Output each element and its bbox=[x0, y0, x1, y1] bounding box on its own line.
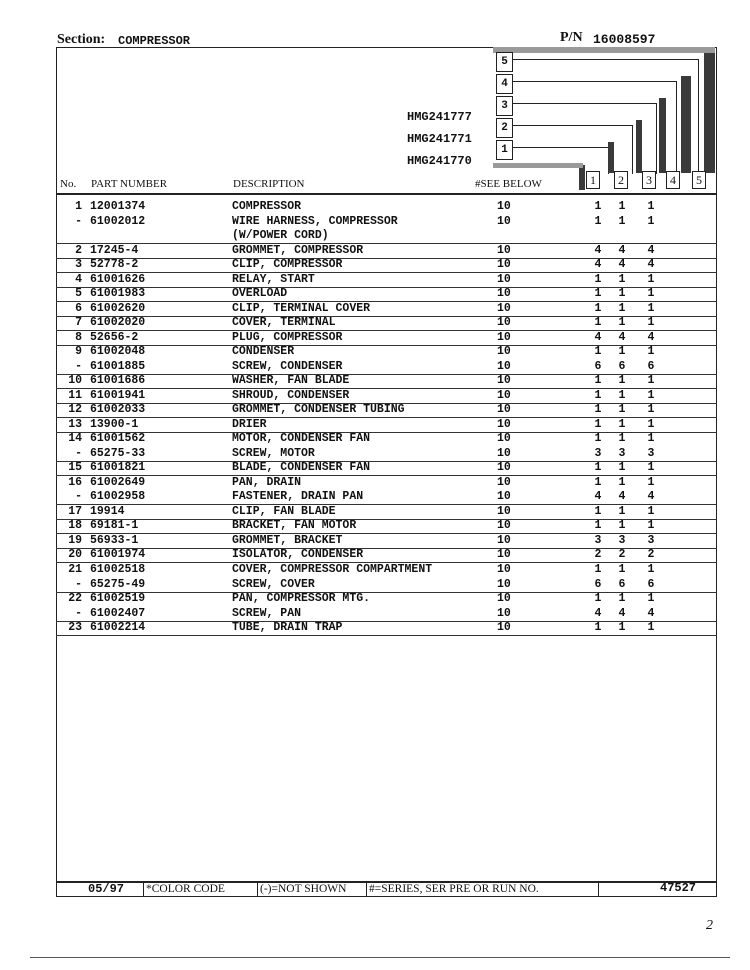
quantity-col-3: 1 bbox=[647, 200, 655, 213]
column-number-3: 3 bbox=[642, 171, 656, 189]
quantity-col-3: 4 bbox=[647, 258, 655, 272]
table-row bbox=[56, 548, 717, 563]
quantity-col-2: 1 bbox=[618, 214, 626, 228]
quantity-col-3: 1 bbox=[647, 214, 655, 228]
quantity-col-2: 1 bbox=[618, 403, 626, 417]
item-number: 23 bbox=[68, 621, 82, 635]
part-description: SCREW, PAN bbox=[232, 606, 302, 620]
part-description: CLIP, FAN BLADE bbox=[232, 504, 336, 518]
item-number: 15 bbox=[68, 461, 82, 475]
part-number: 61002048 bbox=[90, 345, 146, 359]
quantity-col-3: 1 bbox=[647, 345, 655, 359]
part-description: TUBE, DRAIN TRAP bbox=[232, 621, 343, 635]
quantity-col-1: 1 bbox=[594, 563, 602, 576]
model-box-1: 1 bbox=[496, 140, 513, 160]
series-code: 10 bbox=[497, 403, 511, 417]
model-hmg241771: HMG241771 bbox=[407, 132, 472, 146]
quantity-col-1: 4 bbox=[594, 490, 602, 504]
quantity-col-3: 1 bbox=[647, 272, 655, 286]
column-number-1: 1 bbox=[586, 171, 600, 189]
quantity-col-2: 6 bbox=[618, 577, 626, 591]
column-number-5: 5 bbox=[692, 171, 706, 189]
part-number: 61002033 bbox=[90, 403, 146, 417]
part-number: 65275-49 bbox=[90, 577, 146, 591]
item-number: 21 bbox=[68, 563, 82, 576]
quantity-col-3: 1 bbox=[647, 403, 655, 417]
quantity-col-2: 2 bbox=[618, 548, 626, 562]
table-row bbox=[56, 302, 717, 317]
table-row bbox=[56, 273, 717, 288]
series-code: 10 bbox=[497, 446, 511, 460]
quantity-col-3: 3 bbox=[647, 533, 655, 547]
quantity-col-2: 1 bbox=[618, 200, 626, 213]
part-description: (W/POWER CORD) bbox=[232, 229, 329, 243]
quantity-col-2: 1 bbox=[618, 345, 626, 359]
quantity-col-1: 1 bbox=[594, 592, 602, 606]
table-row bbox=[56, 215, 717, 229]
part-description: COVER, TERMINAL bbox=[232, 316, 336, 330]
quantity-col-2: 6 bbox=[618, 359, 626, 373]
quantity-col-2: 1 bbox=[618, 461, 626, 475]
quantity-col-2: 3 bbox=[618, 446, 626, 460]
item-number: 6 bbox=[75, 301, 82, 315]
quantity-col-3: 1 bbox=[647, 417, 655, 431]
series-code: 10 bbox=[497, 258, 511, 272]
item-number: 13 bbox=[68, 417, 82, 431]
quantity-col-3: 1 bbox=[647, 432, 655, 446]
part-description: CONDENSER bbox=[232, 345, 295, 359]
part-number: 52778-2 bbox=[90, 258, 139, 272]
table-row bbox=[56, 316, 717, 331]
part-description: BRACKET, FAN MOTOR bbox=[232, 519, 357, 533]
series-code: 10 bbox=[497, 533, 511, 547]
item-number: 12 bbox=[68, 403, 82, 417]
quantity-col-3: 4 bbox=[647, 606, 655, 620]
quantity-col-3: 1 bbox=[647, 287, 655, 301]
table-row bbox=[56, 331, 717, 346]
series-code: 10 bbox=[497, 417, 511, 431]
quantity-col-2: 1 bbox=[618, 621, 626, 635]
header-rule bbox=[56, 193, 717, 195]
model-box-3: 3 bbox=[496, 96, 513, 116]
table-row bbox=[56, 374, 717, 389]
model-box-5: 5 bbox=[496, 52, 513, 72]
part-number: 61002649 bbox=[90, 475, 146, 489]
quantity-col-2: 1 bbox=[618, 519, 626, 533]
quantity-col-1: 1 bbox=[594, 403, 602, 417]
item-number: 5 bbox=[75, 287, 82, 301]
pn-label: P/N bbox=[560, 30, 583, 45]
item-number: - bbox=[75, 577, 82, 591]
table-row bbox=[56, 287, 717, 302]
footer-color-code: *COLOR CODE bbox=[146, 883, 225, 895]
part-description: CLIP, COMPRESSOR bbox=[232, 258, 343, 272]
col-header-part-number: PART NUMBER bbox=[91, 178, 168, 190]
footer-not-shown: (-)=NOT SHOWN bbox=[260, 883, 347, 895]
quantity-col-1: 1 bbox=[594, 461, 602, 475]
quantity-col-2: 1 bbox=[618, 388, 626, 402]
model-hmg241777: HMG241777 bbox=[407, 110, 472, 124]
part-description: ISOLATOR, CONDENSER bbox=[232, 548, 364, 562]
quantity-col-1: 4 bbox=[594, 606, 602, 620]
quantity-col-1: 6 bbox=[594, 577, 602, 591]
series-code: 10 bbox=[497, 519, 511, 533]
table-row bbox=[56, 418, 717, 433]
quantity-col-3: 1 bbox=[647, 388, 655, 402]
quantity-col-2: 1 bbox=[618, 287, 626, 301]
quantity-col-2: 1 bbox=[618, 374, 626, 388]
series-code: 10 bbox=[497, 577, 511, 591]
quantity-col-2: 1 bbox=[618, 504, 626, 518]
quantity-col-2: 1 bbox=[618, 432, 626, 446]
series-code: 10 bbox=[497, 287, 511, 301]
item-number: 10 bbox=[68, 374, 82, 388]
quantity-col-1: 1 bbox=[594, 504, 602, 518]
table-row bbox=[56, 578, 717, 593]
quantity-col-2: 1 bbox=[618, 592, 626, 606]
part-number: 61001686 bbox=[90, 374, 146, 388]
table-row bbox=[56, 519, 717, 534]
part-number: 61001626 bbox=[90, 272, 146, 286]
bottom-rule bbox=[30, 957, 730, 958]
series-code: 10 bbox=[497, 475, 511, 489]
part-description: PLUG, COMPRESSOR bbox=[232, 330, 343, 344]
quantity-col-2: 1 bbox=[618, 316, 626, 330]
footer-reference-number: 47527 bbox=[660, 881, 697, 895]
series-code: 10 bbox=[497, 388, 511, 402]
series-code: 10 bbox=[497, 548, 511, 562]
quantity-col-3: 4 bbox=[647, 330, 655, 344]
col-header-description: DESCRIPTION bbox=[233, 178, 305, 190]
part-description: CLIP, TERMINAL COVER bbox=[232, 301, 371, 315]
part-description: GROMMET, CONDENSER TUBING bbox=[232, 403, 405, 417]
table-row bbox=[56, 360, 717, 375]
quantity-col-1: 3 bbox=[594, 446, 602, 460]
quantity-col-1: 1 bbox=[594, 287, 602, 301]
item-number: 7 bbox=[75, 316, 82, 330]
series-code: 10 bbox=[497, 345, 511, 359]
quantity-col-1: 4 bbox=[594, 243, 602, 257]
table-row bbox=[56, 244, 717, 259]
series-code: 10 bbox=[497, 592, 511, 606]
footer-divider bbox=[598, 882, 599, 896]
part-number: 69181-1 bbox=[90, 519, 139, 533]
quantity-col-1: 1 bbox=[594, 214, 602, 228]
part-number: 61002518 bbox=[90, 563, 146, 576]
table-row bbox=[56, 534, 717, 549]
quantity-col-3: 1 bbox=[647, 621, 655, 635]
table-row bbox=[56, 258, 717, 273]
part-description: OVERLOAD bbox=[232, 287, 288, 301]
part-number: 17245-4 bbox=[90, 243, 139, 257]
quantity-col-1: 1 bbox=[594, 432, 602, 446]
series-code: 10 bbox=[497, 606, 511, 620]
part-number: 61002214 bbox=[90, 621, 146, 635]
part-number: 61002519 bbox=[90, 592, 146, 606]
part-description: DRIER bbox=[232, 417, 267, 431]
table-row bbox=[56, 476, 717, 490]
part-number: 61001974 bbox=[90, 548, 146, 562]
table-row bbox=[56, 592, 717, 606]
part-number: 13900-1 bbox=[90, 417, 139, 431]
quantity-col-1: 1 bbox=[594, 200, 602, 213]
series-code: 10 bbox=[497, 330, 511, 344]
part-number: 19914 bbox=[90, 504, 125, 518]
quantity-col-1: 1 bbox=[594, 272, 602, 286]
part-number: 12001374 bbox=[90, 200, 146, 213]
item-number: - bbox=[75, 606, 82, 620]
quantity-col-2: 4 bbox=[618, 606, 626, 620]
quantity-col-2: 4 bbox=[618, 258, 626, 272]
table-row bbox=[56, 389, 717, 404]
part-description: RELAY, START bbox=[232, 272, 315, 286]
item-number: 18 bbox=[68, 519, 82, 533]
footer-divider bbox=[143, 882, 144, 896]
quantity-col-1: 4 bbox=[594, 330, 602, 344]
table-row bbox=[56, 461, 717, 476]
part-description: MOTOR, CONDENSER FAN bbox=[232, 432, 371, 446]
footer-series-note: #=SERIES, SER PRE OR RUN NO. bbox=[369, 883, 539, 895]
item-number: 19 bbox=[68, 533, 82, 547]
quantity-col-2: 1 bbox=[618, 301, 626, 315]
item-number: 22 bbox=[68, 592, 82, 606]
item-number: 20 bbox=[68, 548, 82, 562]
footer-divider bbox=[257, 882, 258, 896]
part-number: 56933-1 bbox=[90, 533, 139, 547]
quantity-col-3: 1 bbox=[647, 519, 655, 533]
series-code: 10 bbox=[497, 374, 511, 388]
quantity-col-1: 1 bbox=[594, 388, 602, 402]
quantity-col-2: 4 bbox=[618, 490, 626, 504]
series-code: 10 bbox=[497, 359, 511, 373]
table-row bbox=[56, 200, 717, 214]
part-description: GROMMET, BRACKET bbox=[232, 533, 343, 547]
part-description: SCREW, MOTOR bbox=[232, 446, 315, 460]
item-number: 9 bbox=[75, 345, 82, 359]
quantity-col-3: 6 bbox=[647, 577, 655, 591]
quantity-col-2: 1 bbox=[618, 272, 626, 286]
model-box-2: 2 bbox=[496, 118, 513, 138]
quantity-col-2: 1 bbox=[618, 563, 626, 576]
table-row bbox=[56, 563, 717, 577]
part-number: 61001562 bbox=[90, 432, 146, 446]
series-code: 10 bbox=[497, 200, 511, 213]
item-number: 16 bbox=[68, 475, 82, 489]
table-row bbox=[56, 505, 717, 520]
table-row bbox=[56, 345, 717, 359]
section-label: Section: bbox=[57, 32, 106, 47]
quantity-col-2: 4 bbox=[618, 330, 626, 344]
item-number: 17 bbox=[68, 504, 82, 518]
quantity-col-3: 1 bbox=[647, 504, 655, 518]
model-hmg241770: HMG241770 bbox=[407, 154, 472, 168]
part-description: SCREW, CONDENSER bbox=[232, 359, 343, 373]
col-header-no: No. bbox=[60, 178, 77, 190]
quantity-col-1: 1 bbox=[594, 519, 602, 533]
table-row bbox=[56, 490, 717, 505]
quantity-col-3: 1 bbox=[647, 461, 655, 475]
part-description: BLADE, CONDENSER FAN bbox=[232, 461, 371, 475]
quantity-col-3: 3 bbox=[647, 446, 655, 460]
part-number: 61002958 bbox=[90, 490, 146, 504]
item-number: 14 bbox=[68, 432, 82, 446]
item-number: - bbox=[75, 446, 82, 460]
series-code: 10 bbox=[497, 301, 511, 315]
item-number: 8 bbox=[75, 330, 82, 344]
series-code: 10 bbox=[497, 316, 511, 330]
quantity-col-1: 1 bbox=[594, 316, 602, 330]
series-code: 10 bbox=[497, 243, 511, 257]
part-number: 61002020 bbox=[90, 316, 146, 330]
quantity-col-3: 4 bbox=[647, 490, 655, 504]
column-number-4: 4 bbox=[666, 171, 680, 189]
quantity-col-3: 1 bbox=[647, 301, 655, 315]
part-description: SHROUD, CONDENSER bbox=[232, 388, 350, 402]
part-number: 61001941 bbox=[90, 388, 146, 402]
item-number: 1 bbox=[75, 200, 82, 213]
quantity-col-3: 6 bbox=[647, 359, 655, 373]
quantity-col-3: 1 bbox=[647, 316, 655, 330]
item-number: 4 bbox=[75, 272, 82, 286]
quantity-col-3: 1 bbox=[647, 475, 655, 489]
quantity-col-3: 1 bbox=[647, 563, 655, 576]
part-number: 61001821 bbox=[90, 461, 146, 475]
series-code: 10 bbox=[497, 504, 511, 518]
quantity-col-3: 1 bbox=[647, 592, 655, 606]
series-code: 10 bbox=[497, 461, 511, 475]
table-row bbox=[56, 621, 717, 636]
series-code: 10 bbox=[497, 272, 511, 286]
item-number: - bbox=[75, 214, 82, 228]
part-number: 61002407 bbox=[90, 606, 146, 620]
table-row bbox=[56, 403, 717, 418]
part-description: COVER, COMPRESSOR COMPARTMENT bbox=[232, 563, 433, 576]
footer-date: 05/97 bbox=[88, 882, 125, 896]
footer-divider bbox=[366, 882, 367, 896]
model-box-4: 4 bbox=[496, 74, 513, 94]
item-number: 2 bbox=[75, 243, 82, 257]
quantity-col-1: 2 bbox=[594, 548, 602, 562]
table-row bbox=[56, 607, 717, 622]
item-number: - bbox=[75, 490, 82, 504]
part-description: PAN, COMPRESSOR MTG. bbox=[232, 592, 371, 606]
col-header-series: #SEE BELOW bbox=[475, 178, 542, 190]
quantity-col-2: 3 bbox=[618, 533, 626, 547]
series-code: 10 bbox=[497, 432, 511, 446]
quantity-col-1: 1 bbox=[594, 417, 602, 431]
column-number-2: 2 bbox=[614, 171, 628, 189]
part-number: 52656-2 bbox=[90, 330, 139, 344]
series-code: 10 bbox=[497, 214, 511, 228]
quantity-col-1: 6 bbox=[594, 359, 602, 373]
quantity-col-1: 1 bbox=[594, 374, 602, 388]
part-number: 65275-33 bbox=[90, 446, 146, 460]
part-number: 61001885 bbox=[90, 359, 146, 373]
table-row bbox=[56, 432, 717, 446]
part-description: FASTENER, DRAIN PAN bbox=[232, 490, 364, 504]
item-number: 11 bbox=[68, 388, 82, 402]
part-description: SCREW, COVER bbox=[232, 577, 315, 591]
part-number: 61001983 bbox=[90, 287, 146, 301]
quantity-col-1: 1 bbox=[594, 301, 602, 315]
table-row bbox=[56, 229, 717, 244]
part-description: GROMMET, COMPRESSOR bbox=[232, 243, 364, 257]
part-description: WASHER, FAN BLADE bbox=[232, 374, 350, 388]
table-row bbox=[56, 447, 717, 462]
series-code: 10 bbox=[497, 490, 511, 504]
quantity-col-3: 1 bbox=[647, 374, 655, 388]
part-number: 61002620 bbox=[90, 301, 146, 315]
quantity-col-2: 1 bbox=[618, 417, 626, 431]
part-description: COMPRESSOR bbox=[232, 200, 302, 213]
pn-value: 16008597 bbox=[593, 32, 656, 47]
quantity-col-1: 3 bbox=[594, 533, 602, 547]
part-number: 61002012 bbox=[90, 214, 146, 228]
quantity-col-1: 1 bbox=[594, 345, 602, 359]
quantity-col-1: 4 bbox=[594, 258, 602, 272]
item-number: - bbox=[75, 359, 82, 373]
section-value: COMPRESSOR bbox=[118, 34, 191, 48]
quantity-col-1: 1 bbox=[594, 475, 602, 489]
quantity-col-2: 1 bbox=[618, 475, 626, 489]
series-code: 10 bbox=[497, 621, 511, 635]
quantity-col-3: 2 bbox=[647, 548, 655, 562]
page-number: 2 bbox=[706, 918, 713, 933]
part-description: PAN, DRAIN bbox=[232, 475, 302, 489]
quantity-col-2: 4 bbox=[618, 243, 626, 257]
quantity-col-3: 4 bbox=[647, 243, 655, 257]
quantity-col-1: 1 bbox=[594, 621, 602, 635]
part-description: WIRE HARNESS, COMPRESSOR bbox=[232, 214, 398, 228]
item-number: 3 bbox=[75, 258, 82, 272]
series-code: 10 bbox=[497, 563, 511, 576]
